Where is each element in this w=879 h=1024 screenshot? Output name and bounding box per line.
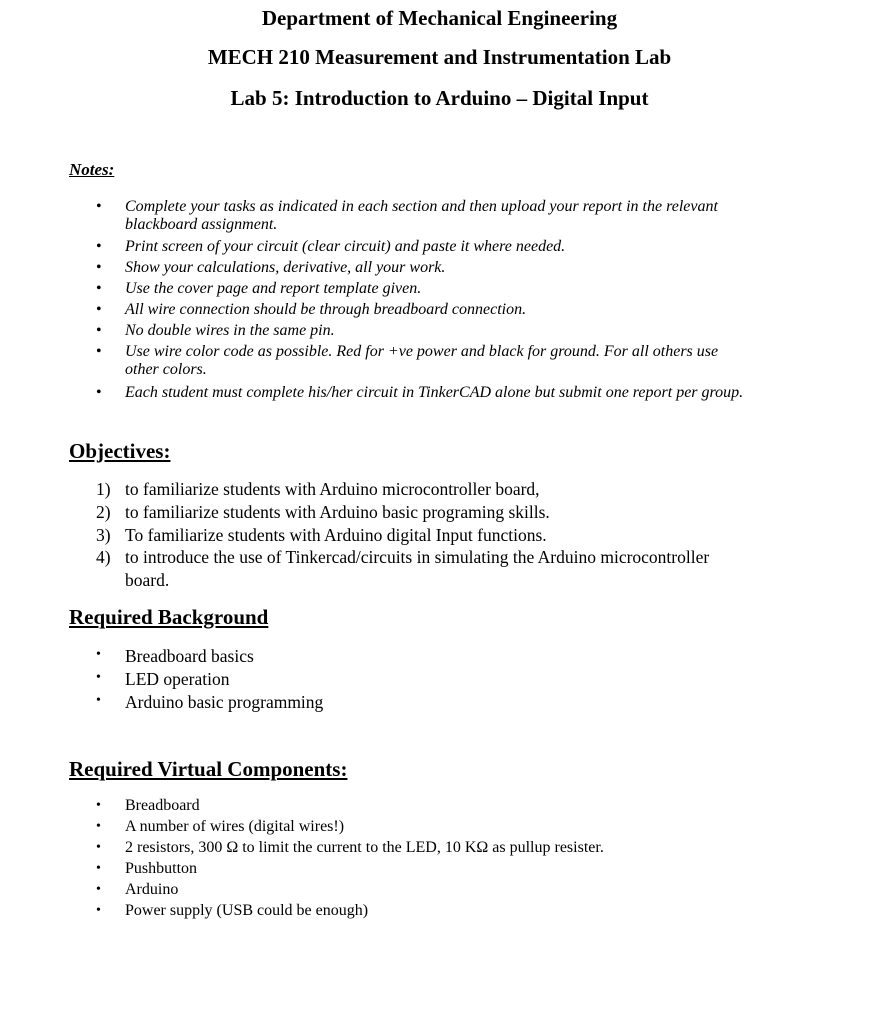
background-item-text: Arduino basic programming bbox=[125, 692, 324, 712]
department-title: Department of Mechanical Engineering bbox=[261, 6, 618, 30]
bullet-icon: • bbox=[96, 903, 101, 918]
note-text: Print screen of your circuit (clear circuit) and paste it where needed. bbox=[125, 238, 566, 255]
bullet-icon: • bbox=[96, 861, 101, 876]
component-item-text: Pushbutton bbox=[125, 860, 198, 877]
bullet-icon: • bbox=[96, 280, 102, 297]
note-text: Use wire color code as possible. Red for +ve power and black for ground. For all others use bbox=[125, 343, 719, 360]
objective-text: to familiarize students with Arduino basic programing skills. bbox=[125, 502, 550, 522]
objective-text: to familiarize students with Arduino microcontroller board, bbox=[125, 479, 540, 499]
background-item-text: LED operation bbox=[125, 669, 230, 689]
objectives-heading: Objectives: bbox=[69, 439, 171, 463]
objective-number: 3) bbox=[96, 525, 111, 545]
note-text: No double wires in the same pin. bbox=[125, 322, 335, 339]
bullet-icon: • bbox=[96, 693, 101, 708]
objective-text: To familiarize students with Arduino digital Input functions. bbox=[125, 525, 547, 545]
bullet-icon: • bbox=[96, 840, 101, 855]
component-item-text: 2 resistors, 300 Ω to limit the current to the LED, 10 KΩ as pullup resister. bbox=[125, 839, 604, 856]
bullet-icon: • bbox=[96, 238, 102, 255]
objective-number: 2) bbox=[96, 502, 111, 522]
bullet-icon: • bbox=[96, 819, 101, 834]
bullet-icon: • bbox=[96, 198, 102, 215]
course-title: MECH 210 Measurement and Instrumentation Lab bbox=[207, 45, 672, 69]
component-item-text: A number of wires (digital wires!) bbox=[125, 818, 345, 835]
note-text: Show your calculations, derivative, all your work. bbox=[125, 259, 446, 276]
objective-number: 1) bbox=[96, 479, 111, 499]
background-heading: Required Background bbox=[69, 605, 269, 629]
background-item-text: Breadboard basics bbox=[125, 646, 254, 666]
component-item-text: Power supply (USB could be enough) bbox=[125, 902, 369, 919]
note-text: Use the cover page and report template given. bbox=[125, 280, 422, 297]
components-heading: Required Virtual Components: bbox=[69, 757, 348, 781]
lab-title: Lab 5: Introduction to Arduino – Digital Input bbox=[230, 86, 649, 110]
bullet-icon: • bbox=[96, 322, 102, 339]
objective-text: board. bbox=[125, 570, 170, 590]
objective-number: 4) bbox=[96, 547, 111, 567]
note-text: other colors. bbox=[125, 361, 207, 378]
note-text: Each student must complete his/her circuit in TinkerCAD alone but submit one report per group. bbox=[125, 384, 744, 401]
bullet-icon: • bbox=[96, 882, 101, 897]
note-text: All wire connection should be through breadboard connection. bbox=[125, 301, 527, 318]
note-text: Complete your tasks as indicated in each section and then upload your report in the relevant bbox=[125, 198, 718, 215]
bullet-icon: • bbox=[96, 343, 102, 360]
bullet-icon: • bbox=[96, 670, 101, 685]
bullet-icon: • bbox=[96, 647, 101, 662]
note-text: blackboard assignment. bbox=[125, 216, 278, 233]
bullet-icon: • bbox=[96, 301, 102, 318]
objective-text: to introduce the use of Tinkercad/circuits in simulating the Arduino microcontroller bbox=[125, 547, 710, 567]
bullet-icon: • bbox=[96, 384, 102, 401]
bullet-icon: • bbox=[96, 798, 101, 813]
component-item-text: Arduino bbox=[125, 881, 179, 898]
component-item-text: Breadboard bbox=[125, 797, 200, 814]
bullet-icon: • bbox=[96, 259, 102, 276]
notes-heading: Notes: bbox=[69, 160, 115, 179]
